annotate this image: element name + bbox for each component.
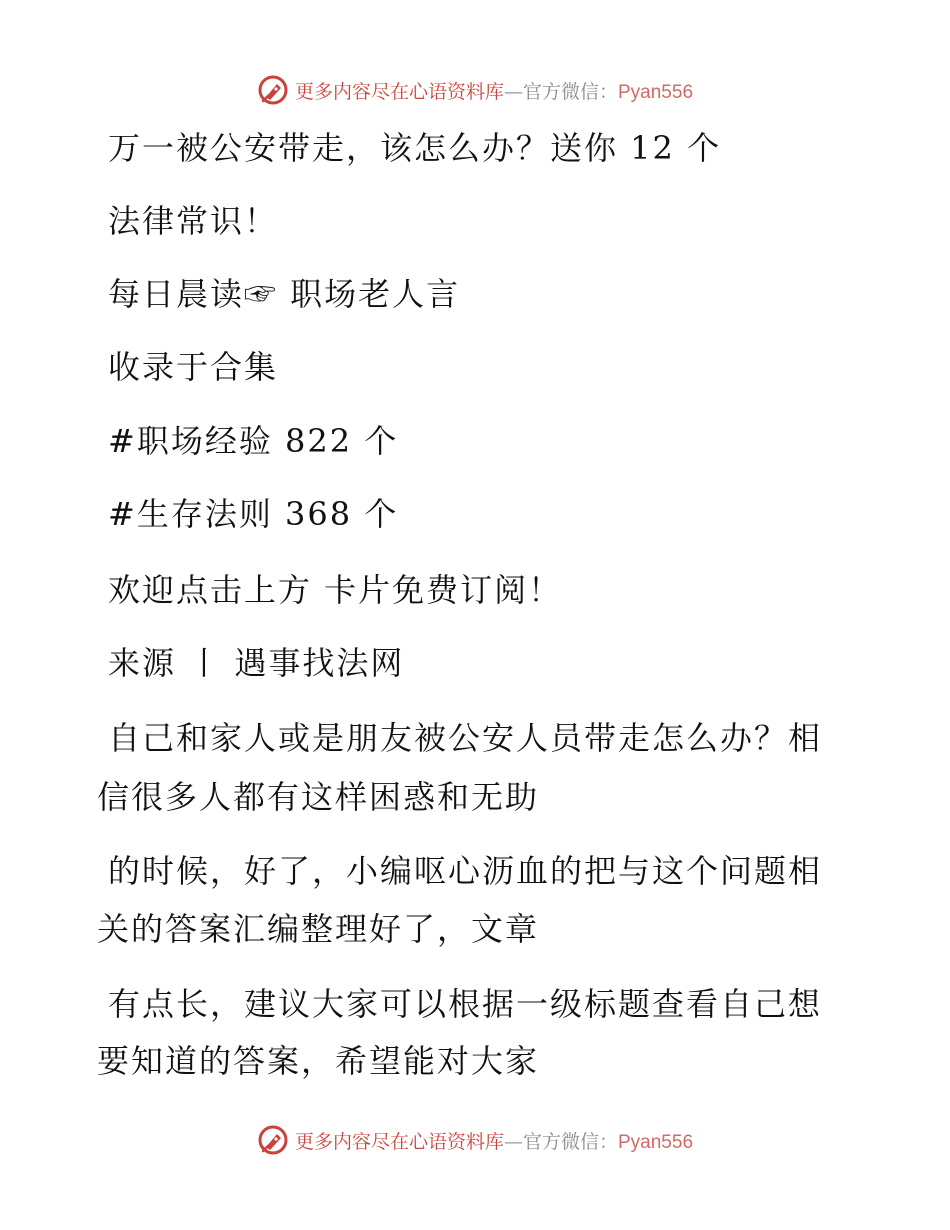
- source-line: 来源 丨 遇事找法网: [108, 644, 405, 682]
- header-banner-inner: [257, 74, 693, 106]
- footer-label: 官方微信：: [522, 1130, 618, 1153]
- footer-banner: [0, 1120, 950, 1160]
- header-label: 官方微信：: [522, 80, 618, 103]
- paragraph-line-3: 的时候，好了，小编呕心沥血的把与这个问题相: [108, 852, 823, 890]
- subscribe-prompt: 欢迎点击上方 卡片免费订阅！: [108, 571, 563, 609]
- footer-dash: —: [503, 1130, 523, 1153]
- column-line: 每日晨读☞ 职场老人言: [108, 275, 461, 313]
- header-wechat-id: Pyan556: [618, 81, 694, 103]
- tag-career-experience: #职场经验 822 个: [108, 422, 399, 460]
- footer-banner-text: [295, 1127, 693, 1154]
- paragraph-line-6: 要知道的答案，希望能对大家: [97, 1042, 540, 1080]
- title-line-1: 万一被公安带走，该怎么办？送你 12 个: [108, 129, 722, 167]
- tag-survival-rules: #生存法则 368 个: [108, 495, 399, 533]
- header-dash: —: [503, 80, 523, 103]
- footer-wechat-id: Pyan556: [618, 1131, 694, 1153]
- paragraph-line-4: 关的答案汇编整理好了，文章: [97, 910, 540, 948]
- header-banner: [0, 70, 950, 110]
- collection-label: 收录于合集: [108, 348, 279, 386]
- paragraph-line-2: 信很多人都有这样困惑和无助: [97, 778, 540, 816]
- title-line-2: 法律常识！: [108, 202, 279, 240]
- header-brand: 更多内容尽在心语资料库: [294, 80, 504, 103]
- footer-brand: 更多内容尽在心语资料库: [294, 1130, 504, 1153]
- pen-nib-logo-icon: [257, 74, 289, 106]
- footer-banner-inner: [257, 1124, 693, 1156]
- paragraph-line-1: 自己和家人或是朋友被公安人员带走怎么办？相: [108, 719, 823, 757]
- paragraph-line-5: 有点长，建议大家可以根据一级标题查看自己想: [108, 985, 823, 1023]
- pen-nib-logo-icon: [257, 1124, 289, 1156]
- header-banner-text: [295, 77, 693, 104]
